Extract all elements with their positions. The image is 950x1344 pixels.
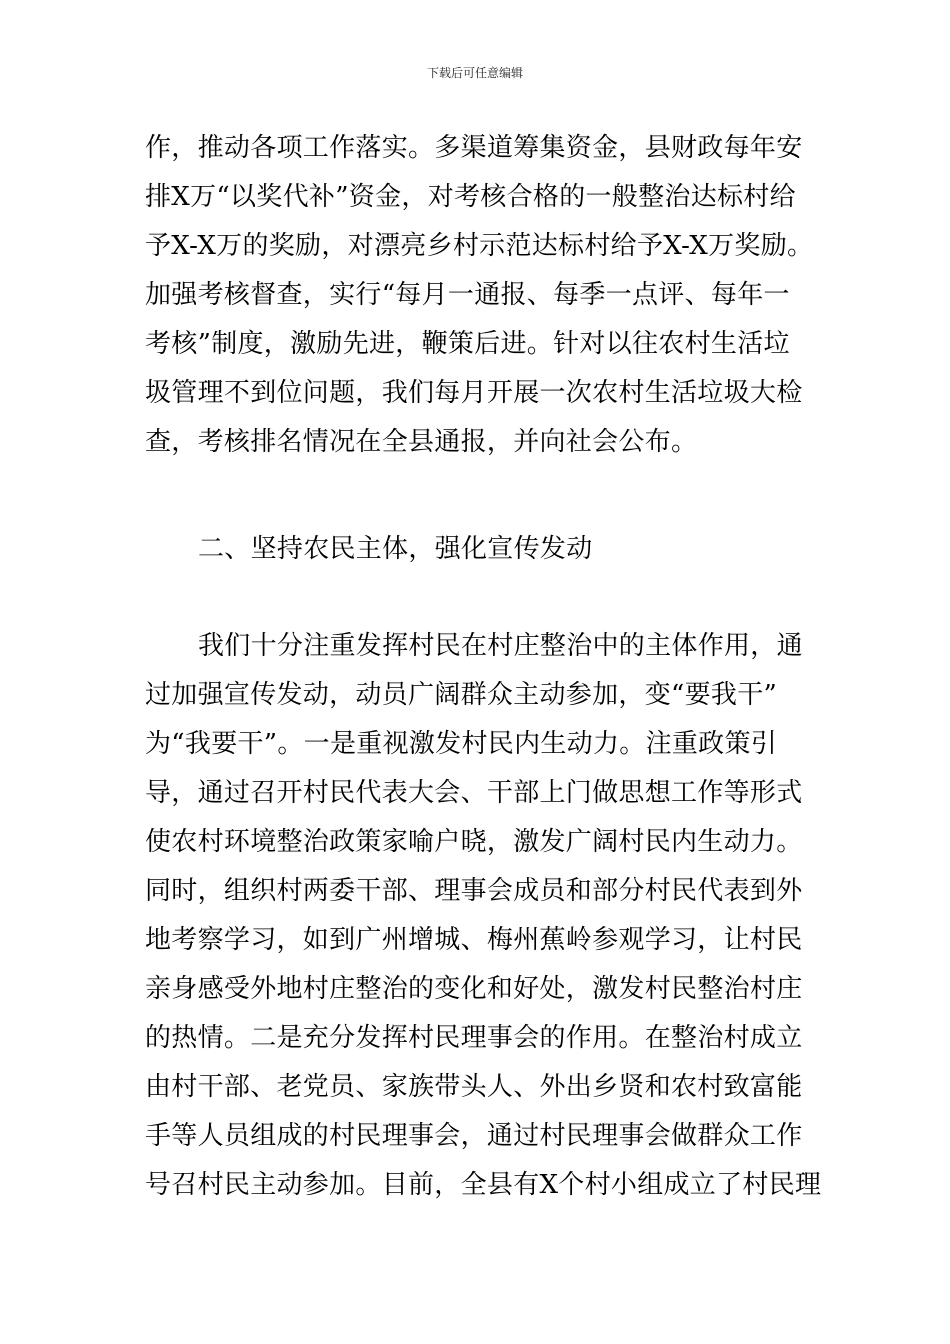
text-line: 我们十分注重发挥村民在村庄整治中的主体作用，通 (198, 631, 803, 661)
section-heading-text: 二、坚持农民主体，强化宣传发动 (198, 534, 593, 564)
text-line: 地考察学习，如到广州增城、梅州蕉岭参观学习，让村民 (145, 925, 803, 955)
text-line: 手等人员组成的村民理事会，通过村民理事会做群众工作 (145, 1121, 803, 1151)
text-line: 查，考核排名情况在全县通报，并向社会公布。 (145, 427, 698, 457)
text-line: 过加强宣传发动，动员广阔群众主动参加，变“要我干” (145, 680, 778, 710)
text-line: 考核”制度，激励先进，鞭策后进。针对以往农村生活垃 (145, 329, 790, 359)
text-line: 为“我要干”。一是重视激发村民内生动力。注重政策引 (145, 729, 778, 759)
text-line: 排X万“以奖代补”资金，对考核合格的一般整治达标村给 (145, 182, 796, 212)
text-line: 同时，组织村两委干部、理事会成员和部分村民代表到外 (145, 876, 803, 906)
text-line: 予X-X万的奖励，对漂亮乡村示范达标村给予X-X万奖励。 (145, 231, 814, 261)
page-header: 下载后可任意编辑 (426, 66, 523, 80)
section-heading (145, 525, 815, 574)
text-line: 导，通过召开村民代表大会、干部上门做思想工作等形式 (145, 778, 803, 808)
text-line: 亲身感受外地村庄整治的变化和好处，激发村民整治村庄 (145, 974, 803, 1004)
text-line: 圾管理不到位问题，我们每月开展一次农村生活垃圾大检 (145, 378, 803, 408)
text-line: 加强考核督查，实行“每月一通报、每季一点评、每年一 (145, 280, 790, 310)
paragraph-farmers-subject (145, 622, 822, 1210)
text-line: 的热情。二是充分发挥村民理事会的作用。在整治村成立 (145, 1023, 803, 1053)
text-line: 使农村环境整治政策家喻户晓，激发广阔村民内生动力。 (145, 827, 803, 857)
paragraph-assessment (145, 124, 815, 467)
text-line: 作，推动各项工作落实。多渠道筹集资金，县财政每年安 (145, 133, 803, 163)
text-line: 号召村民主动参加。目前，全县有X个村小组成立了村民理 (145, 1170, 822, 1200)
text-line: 由村干部、老党员、家族带头人、外出乡贤和农村致富能 (145, 1072, 803, 1102)
